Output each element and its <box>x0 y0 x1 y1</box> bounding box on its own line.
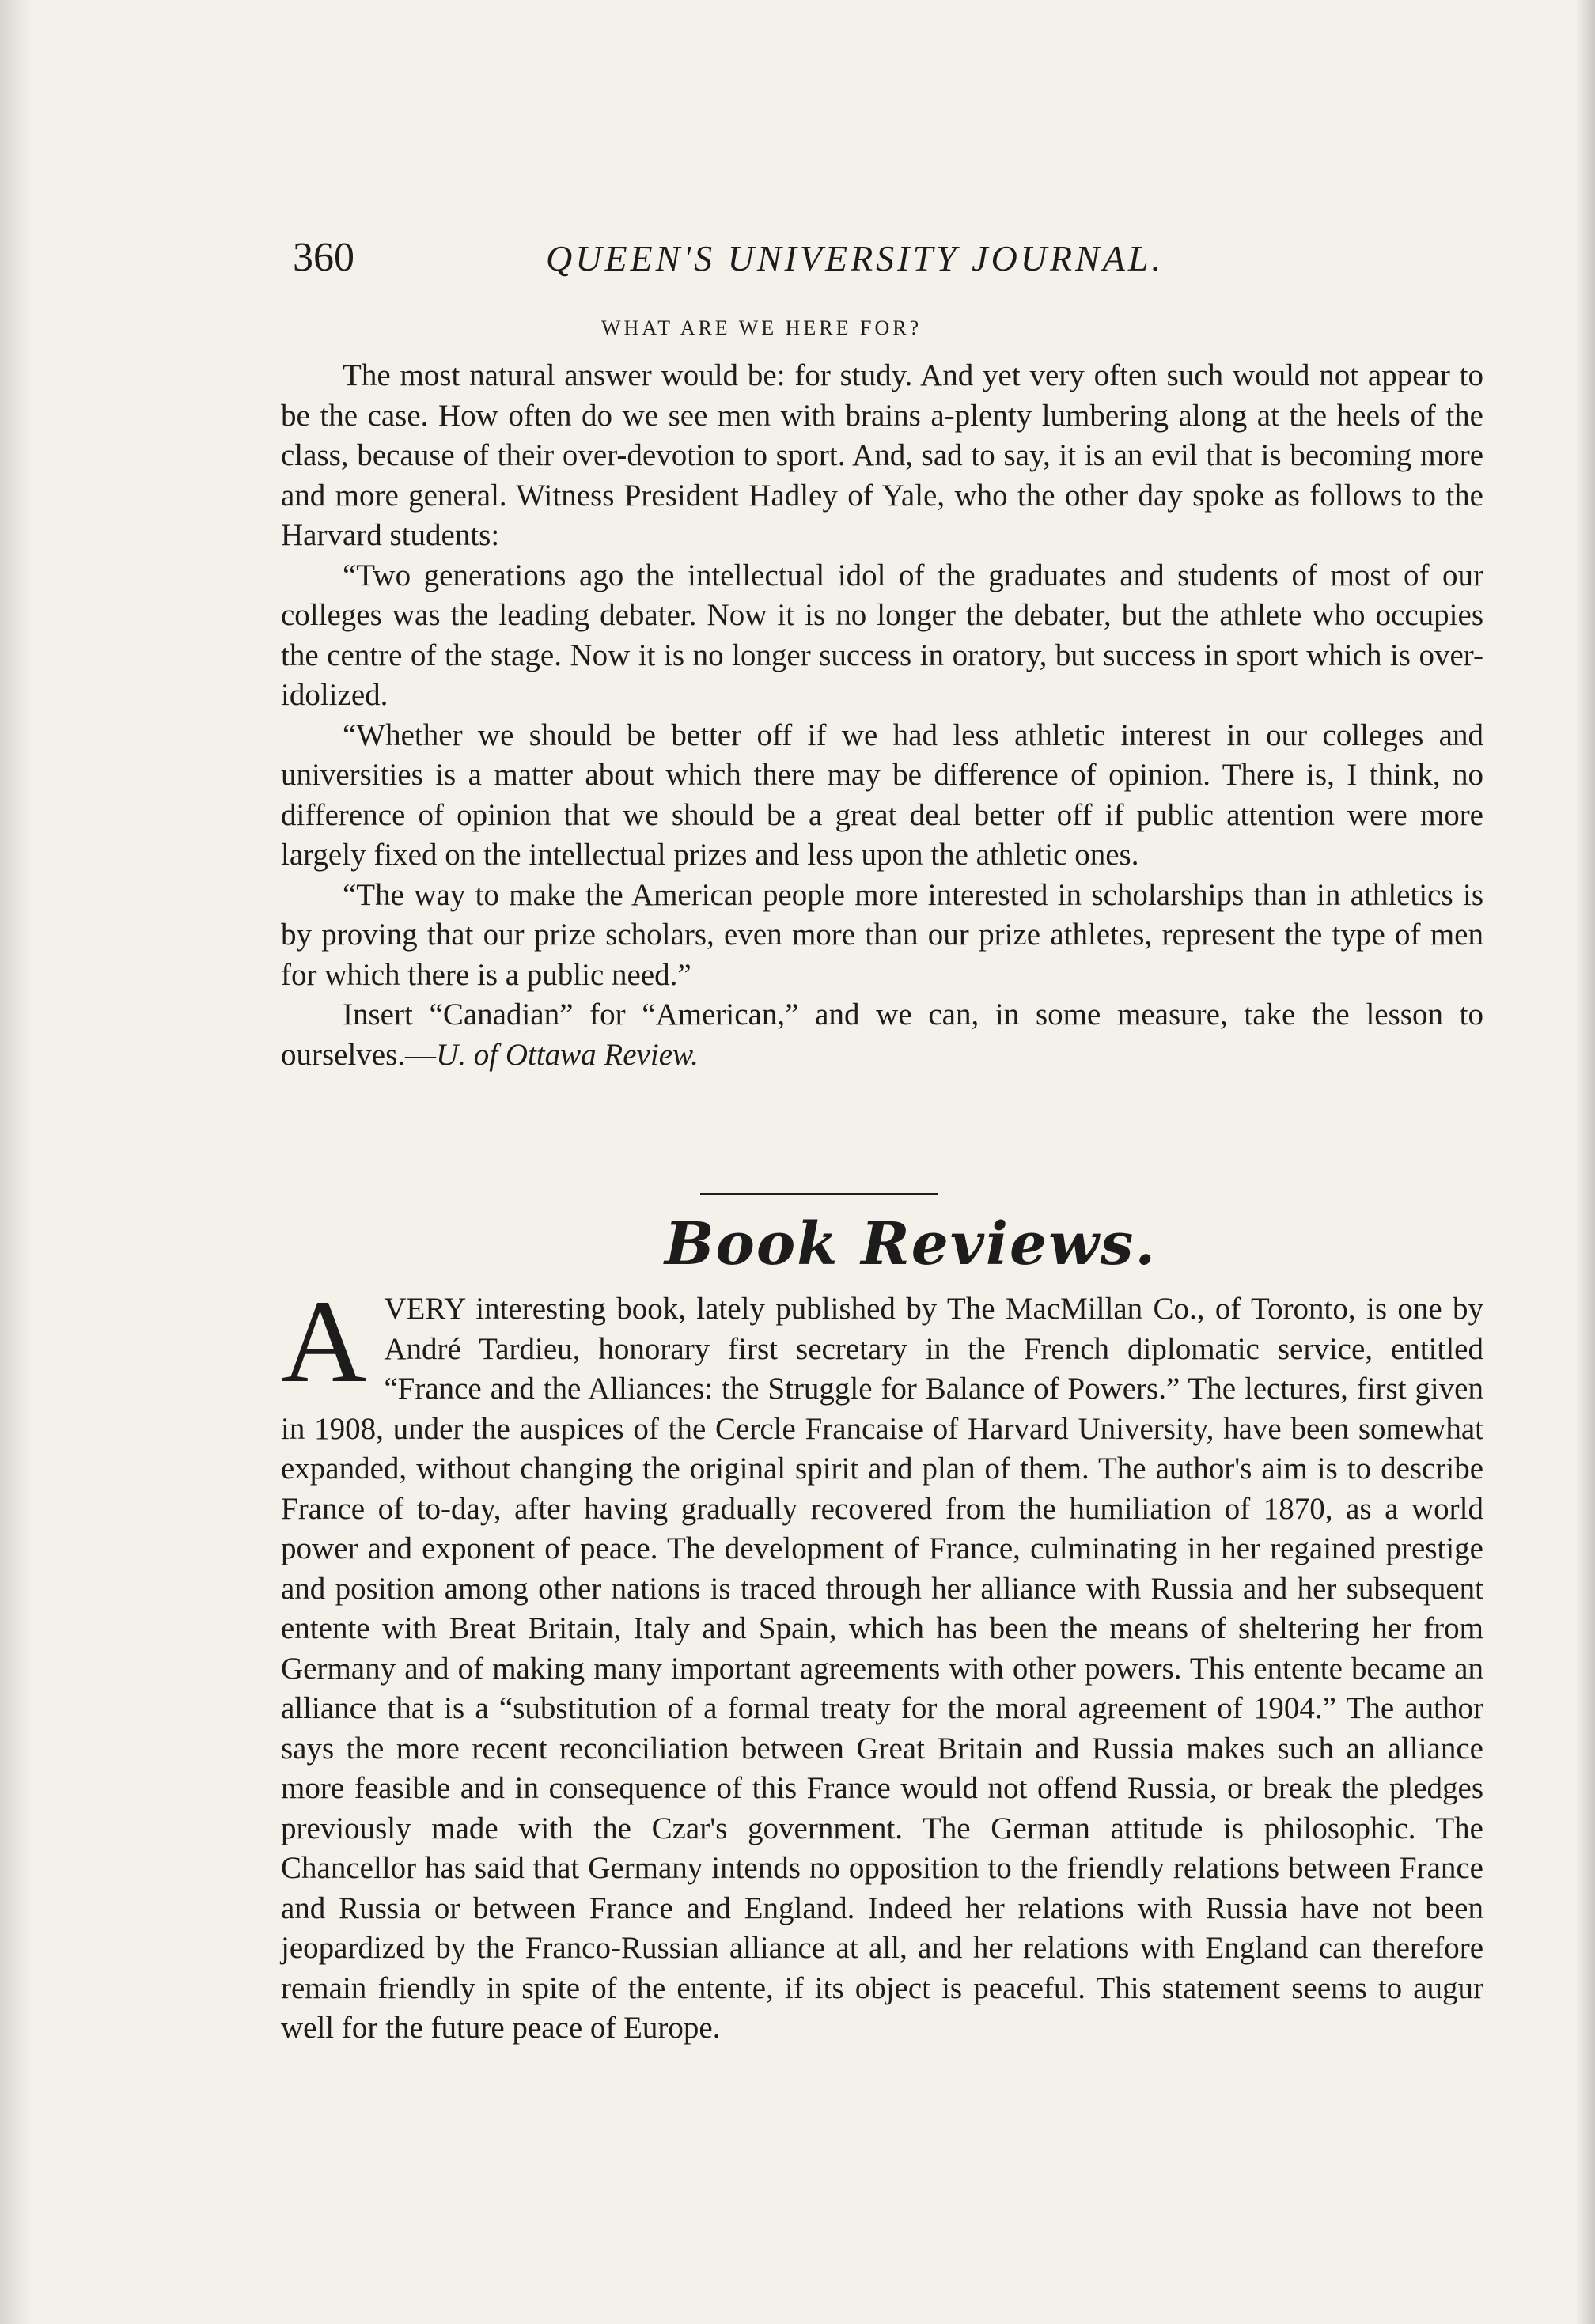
quote-paragraph: “Two generations ago the intellectual idol of the graduates and students of most of our colleges was the leading debater. Now it is no longer the debater, but the athlete who occupies the centre of the stage. Now it is no longer success in oratory, but success in sport which is over-idolized. <box>281 558 1483 712</box>
page-number: 360 <box>293 235 354 280</box>
book-reviews-title: Book Reviews. <box>665 1210 1157 1278</box>
page-edge-right <box>1576 0 1595 2324</box>
quote-paragraph: “The way to make the American people more interested in scholarships than in athletics is by proving that our prize scholars, even more than our prize athletes, represent the type of men for which there is a public need.” <box>281 877 1483 992</box>
source-attribution: U. of Ottawa Review. <box>436 1037 699 1072</box>
review-text: VERY interesting book, lately published by The MacMillan Co., of Toronto, is one by André Tardieu, honorary first secretary in the French diplomatic service, entitled “France and the Alliances: the Struggle for Balance of Powers.” The lectures, first given in 1908, under the auspices of the Cercle Francaise of Harvard University, have been somewhat expanded, without changing the original spirit and plan of them. The author's aim is to describe France of to-day, after having gradually recovered from the humiliation of 1870, as a world power and exponent of peace. The development of France, culminating in her regained prestige and position among other nations is traced through her alliance with Russia and her subsequent entente with Breat Britain, Italy and Spain, which has been the means of sheltering her from Germany and of making many important agreements with other powers. This entente became an alliance that is a “substitution of a formal treaty for the moral agreement of 1904.” The author says the more recent reconciliation between Great Britain and Russia makes such an alliance more feasible and in consequence of this France would not offend Russia, or break the pledges previously made with the Czar's government. The German attitude is philosophic. The Chancellor has said that Germany intends no opposition to the friendly relations between France and Russia or between France and England. Indeed her relations with Russia have not been jeopardized by the Franco-Russian alliance at all, and her relations with England can therefore remain friendly in spite of the entente, if its object is peaceful. This statement seems to augur well for the future peace of Europe. <box>281 1292 1483 2045</box>
book-review-article <box>281 1276 1483 2049</box>
running-header <box>293 229 1479 293</box>
article-what-are-we-here-for <box>281 356 1483 1075</box>
journal-title: QUEEN'S UNIVERSITY JOURNAL. <box>546 238 1164 278</box>
quote-paragraph: “Whether we should be better off if we had less athletic interest in our colleges and universities is a matter about which there may be difference of opinion. There is, I think, no difference of opinion that we should be a great deal better off if public attention were more largely fixed on the intellectual prizes and less upon the athletic ones. <box>281 717 1483 872</box>
closing-text: Insert “Canadian” for “American,” and we can, in some measure, take the lesson to ourselves.— <box>281 997 1483 1072</box>
section-heading: WHAT ARE WE HERE FOR? <box>601 316 923 339</box>
closing-paragraph <box>281 995 1483 1075</box>
paragraph: The most natural answer would be: for study. And yet very often such would not appear to be the case. How often do we see men with brains a-plenty lumbering along at the heels of the class, because of their over-devotion to sport. And, sad to say, it is an evil that is becoming more and more general. Witness President Hadley of Yale, who the other day spoke as follows to the Harvard students: <box>281 358 1483 552</box>
section-divider <box>700 1193 938 1195</box>
page-edge-left <box>0 0 32 2324</box>
review-paragraph <box>281 1276 1483 2049</box>
drop-cap: A <box>281 1276 367 1407</box>
